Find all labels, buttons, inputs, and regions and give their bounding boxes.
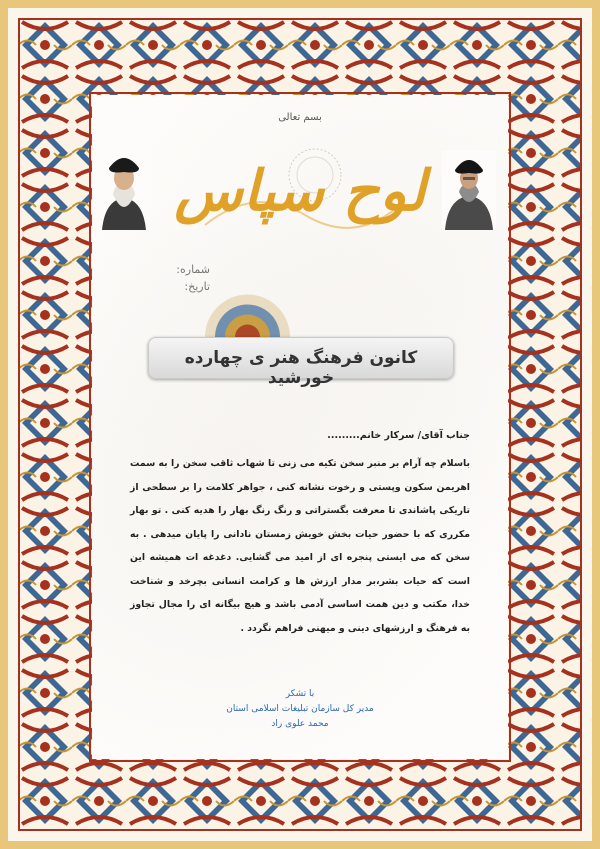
signature-thanks: با تشکر	[285, 689, 315, 699]
number-label: شماره:	[176, 263, 210, 276]
signature-name: محمد علوی راد	[271, 719, 329, 729]
certificate-title: لوح سپاس	[174, 158, 426, 224]
signature-position: مدیر کل سازمان تبلیغات اسلامی استان	[226, 704, 374, 714]
bismillah-text: بسم تعالی	[278, 112, 322, 123]
organization-name: کانون فرهنگ هنر ی چهارده خورشید	[184, 348, 418, 388]
date-label: تاریخ:	[184, 280, 210, 293]
organization-banner	[148, 337, 454, 388]
letter-body: باسلام چه آرام بر منبر سخن تکیه می زنی تا شهاب ثاقب سخن را به سمت اهریمن سکون وپستی و رخوت نشانه کنی ، جواهر کلامت را بر سطحی از تاریکی پاشاندی تا معرفت بگستراتی و رنگ رنگ بهار را هدیه کنی . تو بهار مکرری که با حضور حیات بخش خویش زمستان نادانی را پایان میدهی . به سخن که می ایستی پنجره ای از امید می گشایی. دغدغه ات همیشه این است که حیات بشر،بر مدار ارزش ها و کرامت انسانی بچرخد و شناخت خدا، مکتب و دین همت اساسی آدمی باشد و هیچ بیگانه ای را مجال تجاوز به فرهنگ و ارزشهای دینی و میهنی فراهم نگردد .	[130, 458, 470, 634]
salutation-line: جناب آقای/ سرکار خانم.........	[327, 430, 470, 441]
rosette-ornament	[200, 292, 295, 337]
